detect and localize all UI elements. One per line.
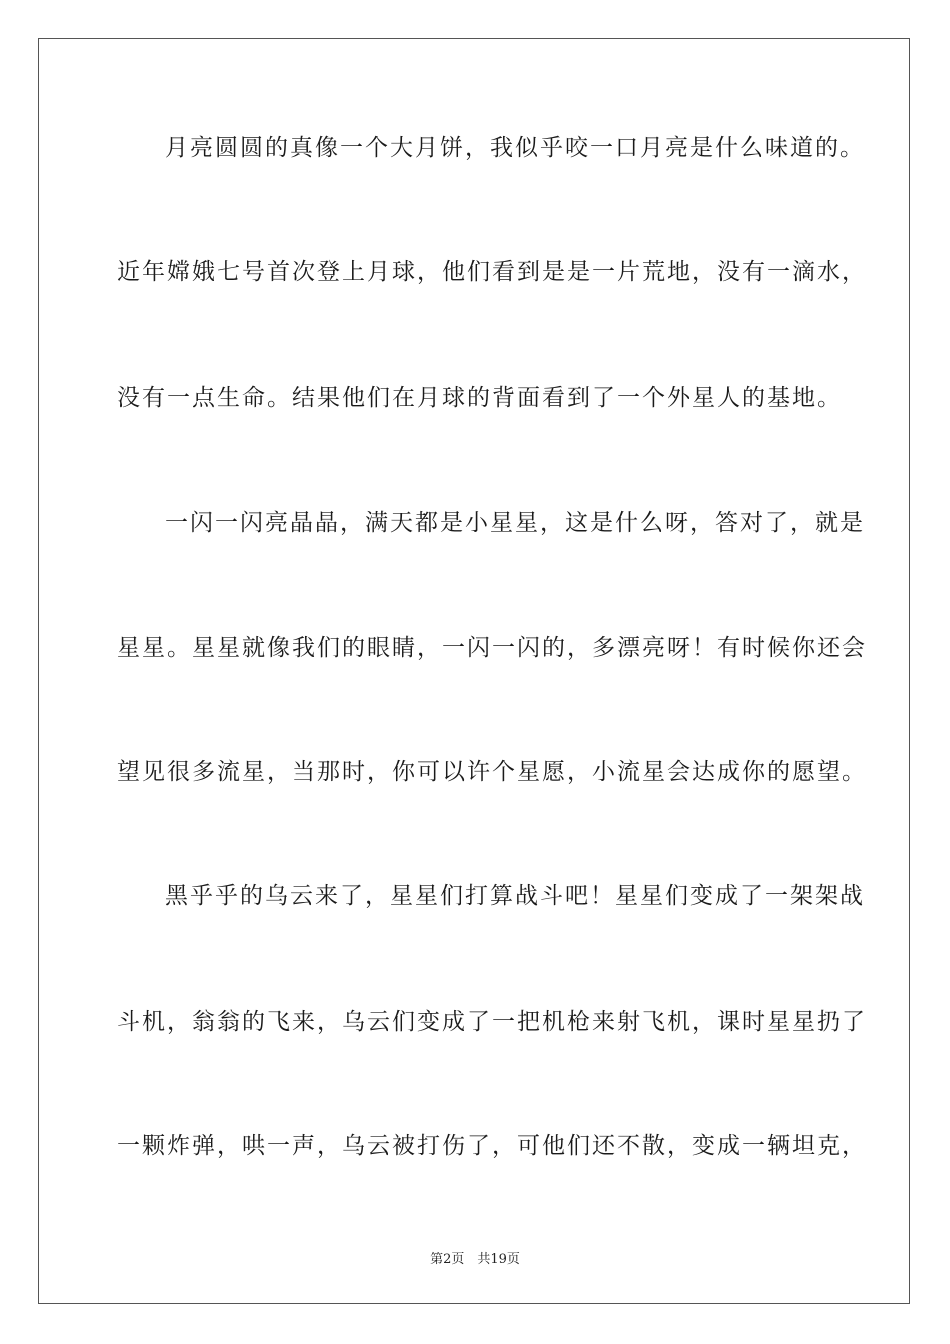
text-line-3: 没有一点生命。结果他们在月球的背面看到了一个外星人的基地。 (117, 385, 842, 411)
text-line-6: 望见很多流星，当那时，你可以许个星愿，小流星会达成你的愿望。 (117, 759, 867, 785)
text-line-5: 星星。星星就像我们的眼睛，一闪一闪的，多漂亮呀！有时候你还会 (117, 635, 867, 661)
text-line-9: 一颗炸弹，哄一声，乌云被打伤了，可他们还不散，变成一辆坦克， (117, 1133, 867, 1159)
text-line-4: 一闪一闪亮晶晶，满天都是小星星，这是什么呀，答对了，就是 (165, 510, 865, 536)
page-frame (38, 38, 910, 1304)
page-number-footer: 第2页 共19页 (430, 1252, 520, 1267)
text-line-1: 月亮圆圆的真像一个大月饼，我似乎咬一口月亮是什么味道的。 (165, 135, 865, 161)
text-line-7: 黑乎乎的乌云来了，星星们打算战斗吧！星星们变成了一架架战 (165, 883, 865, 909)
text-line-2: 近年嫦娥七号首次登上月球，他们看到是是一片荒地，没有一滴水， (117, 259, 867, 285)
text-line-8: 斗机，翁翁的飞来，乌云们变成了一把机枪来射飞机，课时星星扔了 (117, 1009, 867, 1035)
